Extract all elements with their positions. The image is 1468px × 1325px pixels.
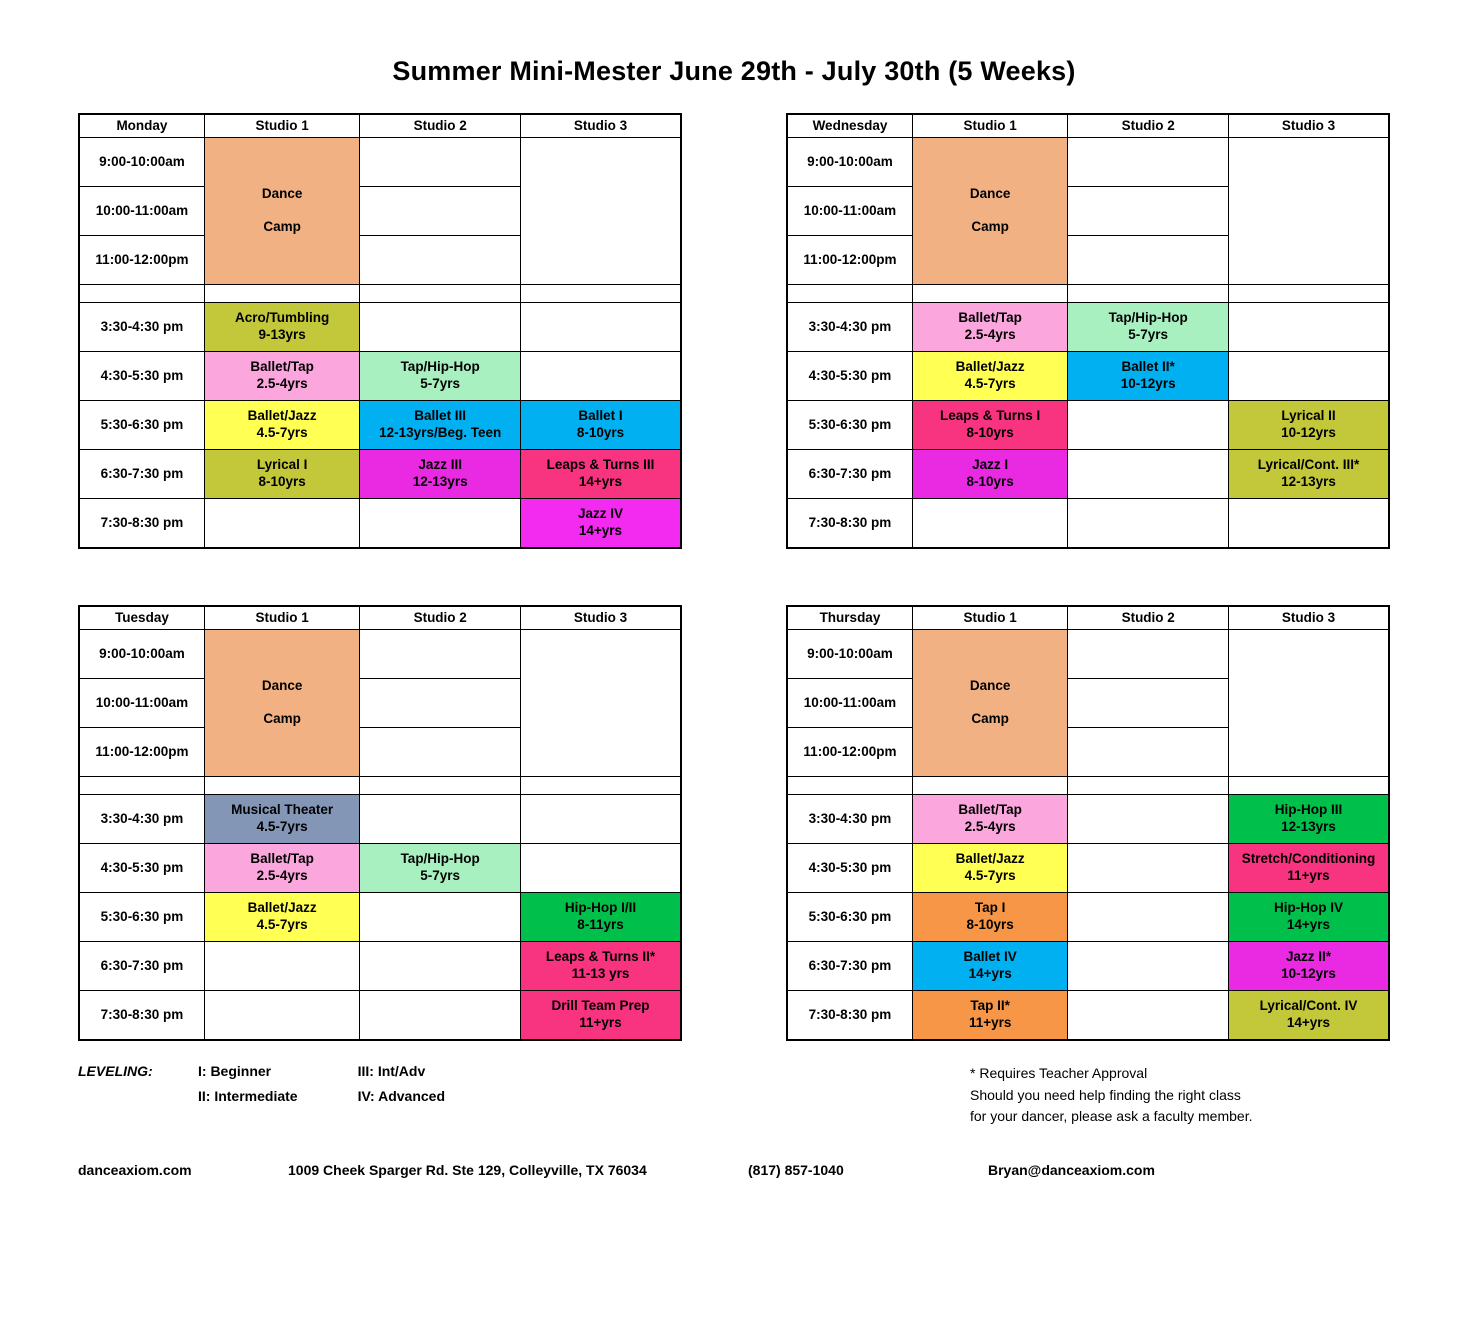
class-name: Jazz III	[418, 457, 462, 473]
class-cell[interactable]	[1228, 450, 1389, 499]
class-name: Ballet IV	[963, 949, 1017, 965]
empty-cell	[520, 303, 681, 352]
class-name: Hip-Hop IV	[1273, 900, 1343, 916]
studio-header-1: Studio 1	[204, 606, 360, 630]
class-cell[interactable]	[912, 450, 1068, 499]
leveling-legend	[78, 1063, 505, 1128]
spacer-cell	[787, 777, 912, 795]
class-cell[interactable]	[520, 991, 681, 1041]
class-ages: 14+yrs	[578, 474, 623, 489]
time-label: 3:30-4:30 pm	[79, 795, 204, 844]
class-name: Hip-Hop I/II	[564, 900, 637, 916]
class-name: Lyrical I	[256, 457, 308, 473]
table-row	[787, 401, 1389, 450]
class-ages: 8-11yrs	[577, 917, 624, 932]
spacer-cell	[360, 777, 521, 795]
day-name: Monday	[79, 114, 204, 138]
empty-cell	[360, 728, 521, 777]
studio-header-1: Studio 1	[912, 114, 1068, 138]
table-row	[787, 630, 1389, 679]
schedule-table-tuesday	[78, 605, 682, 1041]
time-label: 6:30-7:30 pm	[79, 450, 204, 499]
class-name: Jazz IV	[577, 506, 623, 522]
day-name: Wednesday	[787, 114, 912, 138]
class-name: Lyrical/Cont. III*	[1257, 457, 1360, 473]
time-label: 9:00-10:00am	[787, 630, 912, 679]
time-label: 10:00-11:00am	[787, 679, 912, 728]
class-cell[interactable]	[204, 352, 360, 401]
class-name: Ballet/Tap	[250, 359, 314, 375]
class-name: Ballet/Tap	[250, 851, 314, 867]
empty-cell	[360, 236, 521, 285]
empty-cell	[360, 630, 521, 679]
class-cell[interactable]	[1228, 991, 1389, 1041]
empty-cell	[912, 499, 1068, 549]
note-line: Should you need help finding the right class	[970, 1086, 1241, 1103]
footer	[0, 1162, 1468, 1178]
class-name: Ballet/Tap	[958, 802, 1022, 818]
studio-header-2: Studio 2	[360, 114, 521, 138]
table-row	[787, 893, 1389, 942]
time-label: 10:00-11:00am	[79, 187, 204, 236]
table-row	[79, 450, 681, 499]
class-ages: 14+yrs	[578, 523, 623, 538]
empty-cell	[1068, 991, 1229, 1041]
class-cell[interactable]	[204, 893, 360, 942]
studio-header-3: Studio 3	[520, 606, 681, 630]
table-row	[787, 795, 1389, 844]
class-cell[interactable]	[912, 844, 1068, 893]
empty-cell	[1068, 679, 1229, 728]
class-ages: 11-13 yrs	[571, 966, 630, 981]
class-ages: 9-13yrs	[258, 327, 306, 342]
time-label: 7:30-8:30 pm	[79, 499, 204, 549]
table-row	[79, 401, 681, 450]
table-row	[787, 942, 1389, 991]
time-label: 11:00-12:00pm	[79, 236, 204, 285]
class-name: Ballet/Jazz	[955, 851, 1025, 867]
class-ages: 4.5-7yrs	[256, 425, 308, 440]
schedule-table-wednesday	[786, 113, 1390, 549]
dance-camp-cell: Dance Camp	[912, 138, 1068, 285]
table-header-row	[79, 606, 681, 630]
empty-cell	[204, 991, 360, 1041]
class-cell[interactable]	[520, 499, 681, 549]
studio-header-1: Studio 1	[204, 114, 360, 138]
class-cell[interactable]	[204, 303, 360, 352]
empty-cell	[204, 942, 360, 991]
empty-cell	[204, 499, 360, 549]
studio-header-1: Studio 1	[912, 606, 1068, 630]
spacer-cell	[1068, 285, 1229, 303]
dance-camp-cell: Dance Camp	[204, 630, 360, 777]
leveling-title: LEVELING:	[78, 1063, 153, 1079]
class-ages: 5-7yrs	[1128, 327, 1169, 342]
schedule-table-thursday	[786, 605, 1390, 1041]
schedule-table-monday	[78, 113, 682, 549]
class-ages: 2.5-4yrs	[964, 327, 1016, 342]
empty-cell	[520, 352, 681, 401]
empty-cell	[1068, 893, 1229, 942]
table-row	[79, 844, 681, 893]
class-cell[interactable]	[360, 450, 521, 499]
class-name: Stretch/Conditioning	[1241, 851, 1376, 867]
time-label: 11:00-12:00pm	[79, 728, 204, 777]
leveling-column-1	[198, 1063, 298, 1128]
class-name: Drill Team Prep	[551, 998, 650, 1014]
spacer-cell	[1228, 285, 1389, 303]
table-row	[79, 352, 681, 401]
time-label: 6:30-7:30 pm	[79, 942, 204, 991]
table-row	[79, 893, 681, 942]
class-ages: 2.5-4yrs	[256, 868, 308, 883]
table-row	[787, 991, 1389, 1041]
time-label: 4:30-5:30 pm	[787, 352, 912, 401]
time-label: 4:30-5:30 pm	[79, 352, 204, 401]
dance-camp-cell: Dance Camp	[912, 630, 1068, 777]
class-name: Lyrical II	[1281, 408, 1336, 424]
empty-cell	[1068, 630, 1229, 679]
table-row	[79, 138, 681, 187]
class-ages: 12-13yrs	[1281, 819, 1336, 834]
day-name: Thursday	[787, 606, 912, 630]
class-cell[interactable]	[204, 844, 360, 893]
empty-cell	[520, 630, 681, 777]
class-cell[interactable]	[204, 450, 360, 499]
class-cell[interactable]	[1228, 795, 1389, 844]
leveling-item: I: Beginner	[198, 1063, 272, 1079]
time-label: 3:30-4:30 pm	[787, 795, 912, 844]
class-name: Ballet/Tap	[958, 310, 1022, 326]
empty-cell	[1068, 138, 1229, 187]
class-name: Jazz II*	[1285, 949, 1331, 965]
empty-cell	[360, 138, 521, 187]
footer-phone[interactable]: (817) 857-1040	[748, 1162, 844, 1179]
class-cell[interactable]	[912, 352, 1068, 401]
class-ages: 10-12yrs	[1281, 425, 1336, 440]
footer-website[interactable]: danceaxiom.com	[78, 1162, 192, 1179]
spacer-cell	[204, 777, 360, 795]
time-label: 9:00-10:00am	[79, 630, 204, 679]
class-ages: 12-13yrs/Beg. Teen	[379, 425, 502, 440]
class-ages: 14+yrs	[968, 966, 1012, 981]
spacer-cell	[520, 285, 681, 303]
class-ages: 8-10yrs	[258, 474, 306, 489]
class-name: Tap II*	[970, 998, 1010, 1014]
empty-cell	[1068, 499, 1229, 549]
class-cell[interactable]	[520, 401, 681, 450]
empty-cell	[1068, 844, 1229, 893]
schedule-monday	[78, 113, 682, 549]
class-ages: 14+yrs	[1286, 1015, 1331, 1030]
class-ages: 12-13yrs	[412, 474, 468, 489]
class-ages: 10-12yrs	[1120, 376, 1176, 391]
class-ages: 11+yrs	[968, 1015, 1012, 1030]
schedule-tuesday	[78, 605, 682, 1041]
empty-cell	[1068, 187, 1229, 236]
table-row	[79, 795, 681, 844]
spacer-cell	[79, 777, 204, 795]
class-cell[interactable]	[1228, 942, 1389, 991]
note-line: for your dancer, please ask a faculty member.	[970, 1108, 1253, 1125]
studio-header-2: Studio 2	[1068, 606, 1229, 630]
day-name: Tuesday	[79, 606, 204, 630]
class-cell[interactable]	[912, 401, 1068, 450]
class-cell[interactable]	[360, 401, 521, 450]
time-label: 6:30-7:30 pm	[787, 450, 912, 499]
time-label: 5:30-6:30 pm	[787, 893, 912, 942]
class-name: Ballet/Jazz	[247, 900, 317, 916]
class-name: Tap/Hip-Hop	[400, 851, 480, 867]
class-ages: 5-7yrs	[420, 868, 461, 883]
time-label: 7:30-8:30 pm	[79, 991, 204, 1041]
class-ages: 8-10yrs	[576, 425, 625, 440]
studio-header-2: Studio 2	[1068, 114, 1229, 138]
class-cell[interactable]	[204, 795, 360, 844]
class-ages: 8-10yrs	[966, 474, 1014, 489]
class-cell[interactable]	[520, 893, 681, 942]
class-cell[interactable]	[204, 401, 360, 450]
class-name: Ballet III	[414, 408, 467, 424]
class-name: Jazz I	[972, 457, 1009, 473]
empty-cell	[1068, 236, 1229, 285]
spacer-cell	[520, 777, 681, 795]
table-row	[79, 303, 681, 352]
class-cell[interactable]	[1068, 352, 1229, 401]
class-ages: 8-10yrs	[966, 425, 1014, 440]
empty-cell	[1228, 138, 1389, 285]
class-name: Leaps & Turns III	[546, 457, 655, 473]
class-cell[interactable]	[360, 844, 521, 893]
class-ages: 14+yrs	[1286, 917, 1331, 932]
empty-cell	[520, 844, 681, 893]
class-ages: 12-13yrs	[1281, 474, 1336, 489]
time-label: 7:30-8:30 pm	[787, 499, 912, 549]
class-name: Ballet II*	[1121, 359, 1175, 375]
table-header-row	[787, 114, 1389, 138]
class-ages: 11+yrs	[579, 1015, 622, 1030]
class-cell[interactable]	[912, 942, 1068, 991]
class-name: Ballet/Jazz	[247, 408, 317, 424]
empty-cell	[1068, 450, 1229, 499]
studio-header-3: Studio 3	[1228, 606, 1389, 630]
footer-email[interactable]: Bryan@danceaxiom.com	[988, 1162, 1155, 1179]
empty-cell	[1068, 401, 1229, 450]
spacer-cell	[204, 285, 360, 303]
time-label: 5:30-6:30 pm	[79, 401, 204, 450]
empty-cell	[1068, 942, 1229, 991]
class-name: Tap/Hip-Hop	[400, 359, 480, 375]
table-row	[787, 499, 1389, 549]
time-label: 3:30-4:30 pm	[787, 303, 912, 352]
table-row	[787, 450, 1389, 499]
time-label: 11:00-12:00pm	[787, 728, 912, 777]
spacer-cell	[1068, 777, 1229, 795]
class-cell[interactable]	[912, 893, 1068, 942]
class-cell[interactable]	[360, 352, 521, 401]
spacer-row	[79, 285, 681, 303]
table-row	[787, 352, 1389, 401]
empty-cell	[1228, 352, 1389, 401]
class-name: Musical Theater	[231, 802, 334, 818]
empty-cell	[360, 942, 521, 991]
table-row	[79, 991, 681, 1041]
class-cell[interactable]	[912, 303, 1068, 352]
class-name: Tap/Hip-Hop	[1108, 310, 1188, 326]
class-ages: 8-10yrs	[966, 917, 1014, 932]
time-label: 9:00-10:00am	[79, 138, 204, 187]
class-ages: 5-7yrs	[420, 376, 461, 391]
empty-cell	[360, 679, 521, 728]
table-row	[79, 942, 681, 991]
class-name: Tap I	[974, 900, 1006, 916]
table-row	[79, 499, 681, 549]
time-label: 11:00-12:00pm	[787, 236, 912, 285]
time-label: 4:30-5:30 pm	[787, 844, 912, 893]
note-line: * Requires Teacher Approval	[970, 1065, 1148, 1081]
class-cell[interactable]	[1228, 893, 1389, 942]
time-label: 10:00-11:00am	[79, 679, 204, 728]
leveling-item: IV: Advanced	[357, 1088, 445, 1104]
time-label: 3:30-4:30 pm	[79, 303, 204, 352]
empty-cell	[1228, 499, 1389, 549]
table-header-row	[787, 606, 1389, 630]
class-cell[interactable]	[912, 991, 1068, 1041]
class-cell[interactable]	[1068, 303, 1229, 352]
empty-cell	[360, 893, 521, 942]
schedule-thursday	[786, 605, 1390, 1041]
leveling-item: III: Int/Adv	[357, 1063, 426, 1079]
class-cell[interactable]	[1228, 844, 1389, 893]
schedule-row-bottom	[0, 605, 1468, 1041]
class-cell[interactable]	[912, 795, 1068, 844]
schedule-grid	[0, 113, 1468, 1041]
spacer-cell	[1228, 777, 1389, 795]
footer-address: 1009 Cheek Sparger Rd. Ste 129, Colleyville, TX 76034	[288, 1162, 647, 1179]
page-title: Summer Mini-Mester June 29th - July 30th (5 Weeks)	[392, 56, 1076, 86]
schedule-row-top	[0, 113, 1468, 549]
class-name: Hip-Hop III	[1274, 802, 1343, 818]
time-label: 9:00-10:00am	[787, 138, 912, 187]
legend-and-notes	[0, 1063, 1468, 1128]
empty-cell	[520, 795, 681, 844]
class-ages: 2.5-4yrs	[964, 819, 1016, 834]
table-row	[787, 303, 1389, 352]
empty-cell	[360, 499, 521, 549]
class-name: Ballet/Jazz	[955, 359, 1025, 375]
class-name: Acro/Tumbling	[235, 310, 330, 326]
empty-cell	[360, 991, 521, 1041]
class-ages: 2.5-4yrs	[256, 376, 308, 391]
time-label: 5:30-6:30 pm	[787, 401, 912, 450]
class-cell[interactable]	[1228, 401, 1389, 450]
class-name: Lyrical/Cont. IV	[1259, 998, 1358, 1014]
table-row	[787, 844, 1389, 893]
class-ages: 11+yrs	[1287, 868, 1330, 883]
empty-cell	[360, 187, 521, 236]
time-label: 6:30-7:30 pm	[787, 942, 912, 991]
spacer-cell	[912, 777, 1068, 795]
empty-cell	[1068, 795, 1229, 844]
dance-camp-cell: Dance Camp	[204, 138, 360, 285]
class-cell[interactable]	[520, 450, 681, 499]
class-name: Leaps & Turns I	[940, 408, 1041, 424]
spacer-row	[787, 285, 1389, 303]
table-row	[79, 630, 681, 679]
notes-block	[970, 1063, 1390, 1128]
class-ages: 4.5-7yrs	[256, 819, 308, 834]
empty-cell	[1228, 303, 1389, 352]
spacer-cell	[912, 285, 1068, 303]
spacer-cell	[787, 285, 912, 303]
table-header-row	[79, 114, 681, 138]
class-ages: 4.5-7yrs	[964, 868, 1016, 883]
class-name: Leaps & Turns II*	[545, 949, 656, 965]
studio-header-3: Studio 3	[1228, 114, 1389, 138]
class-ages: 10-12yrs	[1281, 966, 1336, 981]
spacer-row	[787, 777, 1389, 795]
time-label: 4:30-5:30 pm	[79, 844, 204, 893]
leveling-column-2	[358, 1063, 445, 1128]
studio-header-2: Studio 2	[360, 606, 521, 630]
time-label: 7:30-8:30 pm	[787, 991, 912, 1041]
time-label: 5:30-6:30 pm	[79, 893, 204, 942]
class-ages: 4.5-7yrs	[964, 376, 1016, 391]
class-cell[interactable]	[520, 942, 681, 991]
table-row	[787, 138, 1389, 187]
spacer-row	[79, 777, 681, 795]
empty-cell	[360, 303, 521, 352]
empty-cell	[1068, 728, 1229, 777]
time-label: 10:00-11:00am	[787, 187, 912, 236]
spacer-cell	[360, 285, 521, 303]
empty-cell	[360, 795, 521, 844]
leveling-item: II: Intermediate	[198, 1088, 298, 1104]
empty-cell	[520, 138, 681, 285]
studio-header-3: Studio 3	[520, 114, 681, 138]
class-ages: 4.5-7yrs	[256, 917, 308, 932]
schedule-wednesday	[786, 113, 1390, 549]
empty-cell	[1228, 630, 1389, 777]
spacer-cell	[79, 285, 204, 303]
class-name: Ballet I	[578, 408, 623, 424]
